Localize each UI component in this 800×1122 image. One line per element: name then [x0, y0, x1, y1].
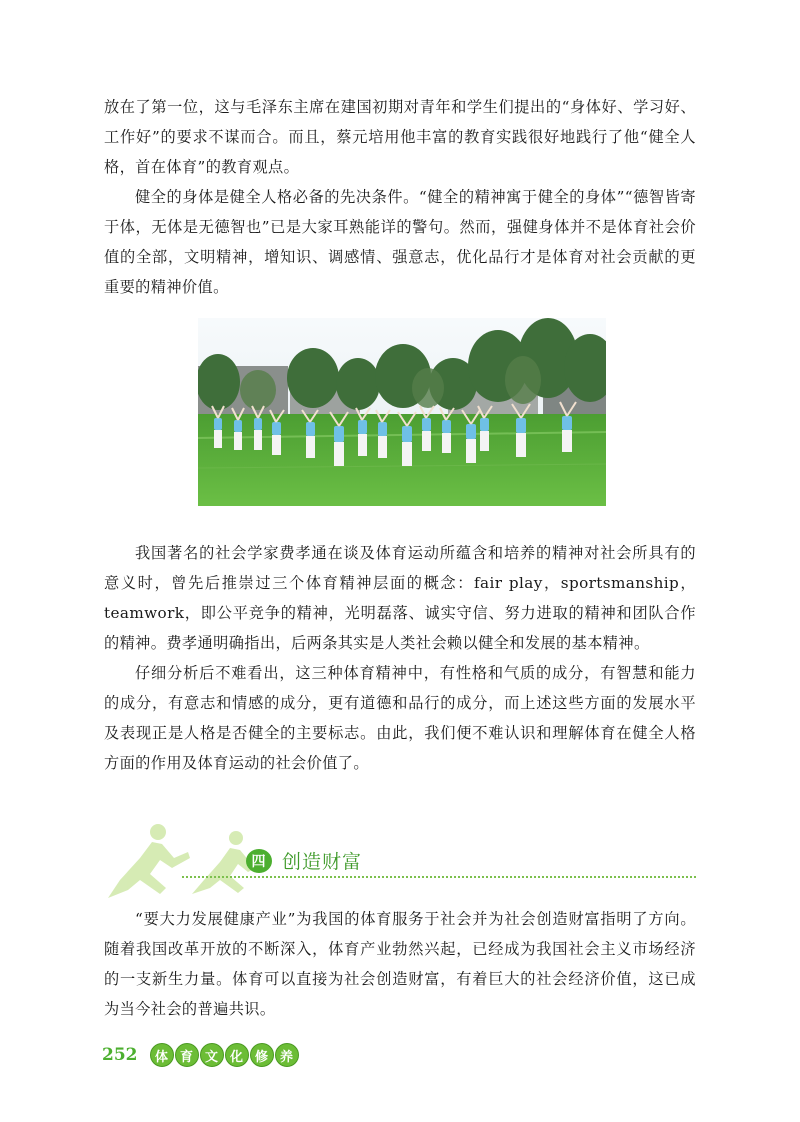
book-title-char: 育: [175, 1043, 199, 1067]
dotted-divider: [182, 876, 696, 878]
page-number: 252: [102, 1045, 138, 1065]
book-title-char: 体: [150, 1043, 174, 1067]
paragraph: 健全的身体是健全人格必备的先决条件。“健全的精神寓于健全的身体”“德智皆寄于体，无体是无德智也”已是大家耳熟能详的警句。然而，强健身体并不是体育社会价值的全部，文明精神，增知识、调感情、强意志，优化品行才是体育对社会贡献的更重要的精神价值。: [104, 188, 696, 296]
group-exercise-photo: [198, 318, 606, 506]
running-figure-icon: [100, 818, 700, 908]
book-title-char: 修: [250, 1043, 274, 1067]
paragraph: 我国著名的社会学家费孝通在谈及体育运动所蕴含和培养的精神对社会所具有的意义时，曾先后推崇过三个体育精神层面的概念：fair play，sportsmanship，teamwork，即公平竞争的精神，光明磊落、诚实守信、努力进取的精神和团队合作的精神。费孝通明确指出，后两条其实是人类社会赖以健全和发展的基本精神。: [104, 544, 696, 652]
section-title-text: 创造财富: [282, 851, 363, 873]
book-title-char: 养: [275, 1043, 299, 1067]
paragraph: 仔细分析后不难看出，这三种体育精神中，有性格和气质的成分，有智慧和能力的成分，有意志和情感的成分，更有道德和品行的成分，而上述这些方面的发展水平及表现正是人格是否健全的主要标志。由此，我们便不难认识和理解体育在健全人格方面的作用及体育运动的社会价值了。: [104, 664, 696, 772]
book-title-char: 化: [225, 1043, 249, 1067]
section-title: [246, 847, 362, 874]
section-number-badge: 四: [246, 849, 272, 873]
paragraph: “要大力发展健康产业”为我国的体育服务于社会并为社会创造财富指明了方向。随着我国改革开放的不断深入，体育产业勃然兴起，已经成为我国社会主义市场经济的一支新生力量。体育可以直接为社会创造财富，有着巨大的社会经济价值，这已成为当今社会的普遍共识。: [104, 910, 696, 1018]
section-header-decoration: [100, 818, 700, 908]
page-footer: [102, 1040, 299, 1070]
book-title: [150, 1043, 299, 1067]
book-title-char: 文: [200, 1043, 224, 1067]
paragraph: 放在了第一位，这与毛泽东主席在建国初期对青年和学生们提出的“身体好、学习好、工作好”的要求不谋而合。而且，蔡元培用他丰富的教育实践很好地践行了他“健全人格，首在体育”的教育观点。: [104, 98, 696, 176]
